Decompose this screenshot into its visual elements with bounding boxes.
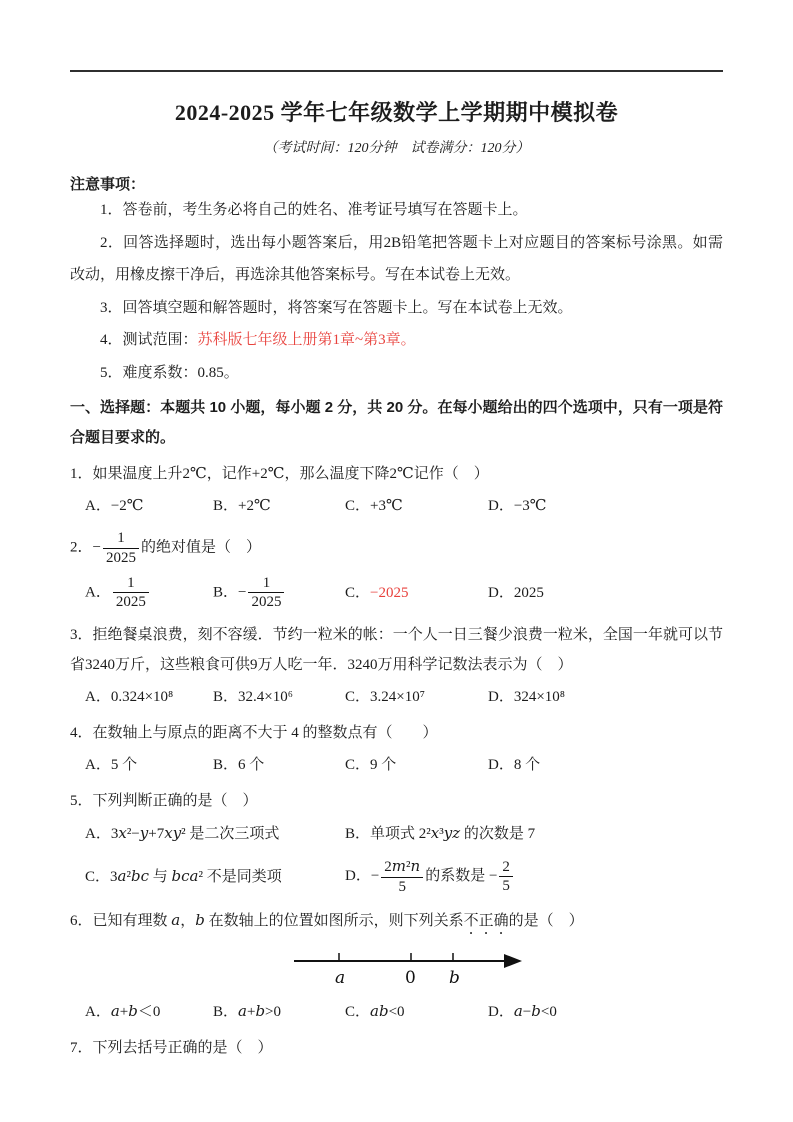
page-title: 2024-2025 学年七年级数学上学期期中模拟卷 (174, 100, 619, 125)
question-1-option-d: D．−3℃ (488, 498, 547, 514)
notice-item-4-prefix: 4．测试范围： (100, 332, 198, 348)
question-6-option-c: C．ab<0 (345, 1001, 405, 1020)
notice-item-5: 5．难度系数：0.85。 (100, 364, 239, 381)
question-5-option-d: D．− $\frac{\text{2m²n}}{5}$ 的系数是 − $\frac{2}{5}$ (345, 855, 723, 899)
notice-item-4 (70, 324, 723, 357)
section-1-heading: 一、选择题：本题共 10 小题，每小题 2 分，共 20 分。在每小题给出的四个选项中，只有一项是符合题目要求的。 (70, 399, 723, 446)
question-4 (70, 718, 723, 780)
notice-item-2: 2．回答选择题时，选出每小题答案后，用2B铅笔把答题卡上对应题目的答案标号涂黑。如需改动，用橡皮擦干净后，再选涂其他答案标号。写在本试卷上无效。 (70, 234, 723, 283)
question-7 (70, 1033, 723, 1063)
question-1-option-b: B．+2℃ (213, 498, 271, 514)
question-5 (70, 786, 723, 899)
question-2-stem: 2．− $\frac{1}{2025}$ 的绝对值是（ ） (70, 530, 261, 566)
question-3-option-d: D．324×10⁸ (488, 689, 566, 705)
question-6-options (70, 996, 723, 1027)
axis-label-a: a (335, 967, 346, 988)
axis-arrowhead (504, 954, 522, 968)
question-3-options (70, 682, 723, 712)
question-5-option-a: A．3x²−y+7xy² 是二次三项式 (85, 824, 280, 842)
notice-item-4-test-range: 苏科版七年级上册第1章~第3章。 (197, 332, 416, 348)
header-rule (70, 70, 723, 72)
question-3 (70, 620, 723, 712)
question-4-option-a: A．5 个 (85, 757, 138, 773)
number-line-figure (292, 946, 723, 992)
question-5-stem: 5．下列判断正确的是（ ） (70, 793, 258, 809)
question-6-stem: 6．已知有理数 a，b 在数轴上的位置如图所示，则下列关系不正确的是（ ） (70, 910, 584, 929)
question-4-options (70, 750, 723, 780)
exam-meta: （考试时间：120分钟 试卷满分：120分） (263, 141, 530, 156)
question-4-stem: 4．在数轴上与原点的距离不大于 4 的整数点有（ ） (70, 725, 438, 741)
question-5-option-c: C．3a²bc 与 bca² 不是同类项 (85, 867, 282, 886)
question-2-option-a: A． $\frac{1}{2025}$ (85, 572, 213, 615)
question-7-stem: 7．下列去括号正确的是（ ） (70, 1039, 273, 1056)
question-6-option-d: D．a−b<0 (488, 1001, 557, 1020)
axis-label-0: 0 (405, 967, 416, 988)
question-6 (70, 905, 723, 1027)
question-3-option-c: C．3.24×10⁷ (345, 689, 425, 705)
notice-item-1: 1．答卷前，考生务必将自己的姓名、准考证号填写在答题卡上。 (100, 202, 528, 218)
question-3-option-a: A．0.324×10⁸ (85, 689, 174, 705)
question-5-option-b: B．单项式 2²x³yz 的次数是 7 (345, 824, 536, 842)
question-4-option-d: D．8 个 (488, 757, 541, 773)
question-1-option-a: A．−2℃ (85, 498, 144, 514)
question-2 (70, 527, 723, 614)
question-2-option-c: C．−2025 (345, 584, 409, 601)
question-6-option-b: B．a+b>0 (213, 1001, 282, 1020)
question-6-option-a: A．a+b＜0 (85, 1001, 161, 1020)
question-1-options (70, 491, 723, 521)
notice-item-3: 3．回答填空题和解答题时，将答案写在答题卡上。写在本试卷上无效。 (100, 299, 573, 316)
question-1-option-c: C．+3℃ (345, 498, 403, 514)
question-2-option-d: D．2025 (488, 584, 544, 601)
question-2-options (70, 572, 723, 615)
question-3-stem: 3．拒绝餐桌浪费，刻不容缓．节约一粒米的帐：一个人一日三餐少浪费一粒米，全国一年就可以节省3240万斤，这些粮食可供9万人吃一年．3240万用科学记数法表示为（ ） (70, 627, 723, 673)
question-3-option-b: B．32.4×10⁶ (213, 689, 293, 705)
question-5-options (70, 818, 723, 899)
notice-heading: 注意事项： (70, 176, 146, 193)
question-2-option-b: B．− $\frac{1}{2025}$ (213, 572, 345, 615)
question-4-option-b: B．6 个 (213, 757, 265, 773)
question-4-option-c: C．9 个 (345, 757, 397, 773)
question-1 (70, 459, 723, 521)
question-1-stem: 1．如果温度上升2℃，记作+2℃，那么温度下降2℃记作（ ） (70, 466, 489, 482)
axis-label-b: b (449, 967, 460, 988)
number-line-axis (292, 946, 527, 992)
